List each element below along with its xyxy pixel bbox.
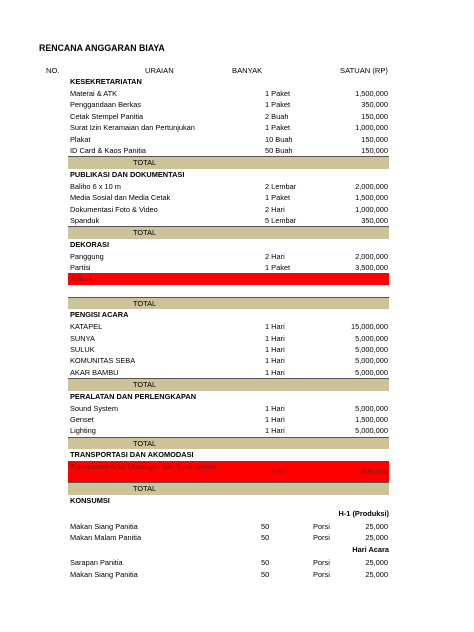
- item-description: Transportasi Artist Undangan dan Surat lainnya: [70, 464, 217, 472]
- total-row: [68, 226, 389, 238]
- table-row: [68, 557, 389, 568]
- item-description: Genset: [70, 414, 94, 424]
- table-row: [68, 273, 389, 284]
- item-description: Surat Izin Keramaian dan Pertunjukan: [70, 123, 195, 133]
- item-unit: Porsi: [313, 558, 330, 568]
- table-row: [68, 367, 389, 378]
- table-row: [68, 145, 389, 156]
- table-row: [68, 204, 389, 215]
- table-row: [68, 122, 389, 133]
- total-row: [68, 378, 389, 390]
- table-row: [68, 521, 389, 532]
- section-title: PUBLIKASI DAN DOKUMENTASI: [70, 169, 185, 179]
- item-description: KOMUNITAS SEBA: [70, 356, 136, 366]
- item-unit-price: 1,500,000: [355, 414, 388, 424]
- item-quantity: 1 Paket: [265, 89, 291, 98]
- table-row: [68, 88, 389, 99]
- item-quantity: 2 Buah: [265, 111, 289, 121]
- item-quantity: 1 Hari: [265, 403, 285, 413]
- table-row: [68, 99, 389, 110]
- item-unit-price: 150,000: [361, 134, 388, 144]
- table-row: [68, 461, 389, 482]
- item-quantity: 1 Hari: [265, 333, 285, 343]
- item-description: Plakat: [70, 134, 91, 144]
- table-row: [68, 251, 389, 262]
- section-header: [68, 169, 389, 181]
- item-description: Panggung: [70, 251, 104, 261]
- section-header: [68, 239, 389, 251]
- item-quantity: 2 Lembar: [265, 181, 297, 191]
- item-quantity: 1 Hari: [265, 467, 285, 477]
- item-unit-price: 25,000: [365, 558, 388, 568]
- item-unit-price: 5,000,000: [355, 367, 388, 377]
- table-row: [68, 215, 389, 226]
- item-quantity: 1 Paket: [265, 123, 291, 133]
- item-unit: Porsi: [313, 521, 330, 531]
- item-description: Cetak Stempel Panitia: [70, 111, 144, 121]
- item-description: Dokumentasi Foto & Video: [70, 204, 158, 214]
- item-unit-price: 1,500,000: [355, 89, 388, 98]
- table-row: [68, 569, 389, 580]
- table-row: [68, 425, 389, 436]
- item-description: KATAPEL: [70, 322, 103, 332]
- section-title: PERALATAN DAN PERLENGKAPAN: [70, 391, 197, 401]
- item-unit-price: 5,000,000: [355, 356, 388, 366]
- total-label: TOTAL: [133, 380, 157, 390]
- item-quantity: 5 Lembar: [265, 215, 297, 225]
- item-unit-price: 25,000: [365, 569, 388, 579]
- item-unit-price: 150,000: [361, 111, 388, 121]
- section-header: [68, 309, 389, 321]
- section-header: [68, 76, 389, 88]
- subsection-title: H-1 (Produksi): [338, 508, 389, 518]
- table-row: [68, 403, 389, 414]
- item-description: Materai & ATK: [70, 89, 118, 98]
- total-row: [68, 156, 389, 168]
- item-quantity: 1 Paket: [265, 263, 291, 273]
- item-description: Partisi: [70, 263, 91, 273]
- budget-table: [68, 76, 389, 580]
- item-description: ID Card & Kaos Panitia: [70, 145, 146, 155]
- table-row: [68, 262, 389, 273]
- item-description: SULUK: [70, 345, 95, 355]
- item-unit-price: 1,500,000: [355, 467, 388, 477]
- item-description: Spanduk: [70, 215, 100, 225]
- section-header: [68, 449, 389, 461]
- total-row: [68, 437, 389, 449]
- item-quantity: 2 Hari: [265, 251, 285, 261]
- item-quantity: 50: [261, 532, 270, 542]
- item-unit-price: 1,500,000: [355, 193, 388, 203]
- item-description: Baliho 6 x 10 m: [70, 181, 121, 191]
- item-unit-price: 350,000: [361, 100, 388, 110]
- item-unit-price: 1,000,000: [355, 123, 388, 133]
- item-description: Artistik: [70, 274, 93, 284]
- item-description: AKAR BAMBU: [70, 367, 119, 377]
- item-unit-price: 350,000: [361, 215, 388, 225]
- column-header-uraian: URAIAN: [145, 66, 174, 75]
- total-label: TOTAL: [133, 438, 157, 448]
- total-row: [68, 482, 389, 494]
- item-unit-price: 150,000: [361, 145, 388, 155]
- document-title: RENCANA ANGGARAN BIAYA: [39, 43, 165, 53]
- table-row: [68, 134, 389, 145]
- item-description: Lighting: [70, 426, 96, 436]
- table-row: [68, 321, 389, 332]
- item-quantity: 1 Hari: [265, 356, 285, 366]
- item-description: Makan Siang Panitia: [70, 569, 138, 579]
- item-unit-price: 25,000: [365, 521, 388, 531]
- column-header-satuan: SATUAN (RP): [340, 66, 388, 75]
- item-unit-price: 25,000: [365, 532, 388, 542]
- item-unit-price: 15,000,000: [351, 322, 388, 332]
- item-unit-price: 2,000,000: [355, 251, 388, 261]
- item-quantity: 1 Paket: [265, 193, 291, 203]
- total-row: [68, 297, 389, 309]
- item-quantity: 50: [261, 569, 270, 579]
- column-header-banyak: BANYAK: [232, 66, 263, 75]
- table-row: [68, 532, 389, 543]
- item-unit: Porsi: [313, 532, 330, 542]
- item-description: Makan Siang Panitia: [70, 521, 138, 531]
- table-row: [68, 181, 389, 192]
- subsection-header: [68, 507, 389, 521]
- section-title: TRANSPORTASI DAN AKOMODASI: [70, 450, 194, 460]
- item-description: Sound System: [70, 403, 119, 413]
- table-row: [68, 344, 389, 355]
- section-title: PENGISI ACARA: [70, 310, 129, 320]
- item-quantity: 1 Hari: [265, 367, 285, 377]
- item-description: SUNYA: [70, 333, 95, 343]
- subsection-header: [68, 543, 389, 557]
- section-title: KESEKRETARIATAN: [70, 77, 142, 86]
- item-description: Media Sosial dan Media Cetak: [70, 193, 171, 203]
- section-header: [68, 391, 389, 403]
- total-label: TOTAL: [133, 484, 157, 494]
- item-description: Makan Malam Panitia: [70, 532, 142, 542]
- item-description: Penggandaan Berkas: [70, 100, 142, 110]
- item-quantity: 1 Hari: [265, 426, 285, 436]
- item-unit-price: 5,000,000: [355, 333, 388, 343]
- item-quantity: 1 Paket: [265, 100, 291, 110]
- item-quantity: 1 Hari: [265, 414, 285, 424]
- item-quantity: 1 Hari: [265, 322, 285, 332]
- item-quantity: 1 Hari: [265, 345, 285, 355]
- item-unit-price: 5,000,000: [355, 345, 388, 355]
- item-quantity: 50: [261, 558, 270, 568]
- total-label: TOTAL: [133, 298, 157, 308]
- section-header: [68, 495, 389, 507]
- item-quantity: 50: [261, 521, 270, 531]
- item-quantity: 2 Hari: [265, 204, 285, 214]
- table-row: [68, 355, 389, 366]
- total-label: TOTAL: [133, 158, 157, 168]
- table-row: [68, 414, 389, 425]
- item-unit-price: 5,000,000: [355, 426, 388, 436]
- total-label: TOTAL: [133, 228, 157, 238]
- item-unit: Porsi: [313, 569, 330, 579]
- section-title: KONSUMSI: [70, 495, 110, 505]
- item-description: Sarapan Panitia: [70, 558, 123, 568]
- column-header-no: NO.: [46, 66, 60, 75]
- subsection-title: Hari Acara: [352, 545, 389, 555]
- item-unit-price: 1,000,000: [355, 204, 388, 214]
- table-row: [68, 333, 389, 344]
- section-title: DEKORASI: [70, 239, 110, 249]
- item-unit-price: 3,500,000: [355, 263, 388, 273]
- item-quantity: 50 Buah: [265, 145, 293, 155]
- table-row: [68, 111, 389, 122]
- blank-row: [68, 285, 389, 297]
- table-row: [68, 192, 389, 203]
- item-unit-price: 5,000,000: [355, 403, 388, 413]
- item-unit-price: 2,000,000: [355, 181, 388, 191]
- item-quantity: 10 Buah: [265, 134, 293, 144]
